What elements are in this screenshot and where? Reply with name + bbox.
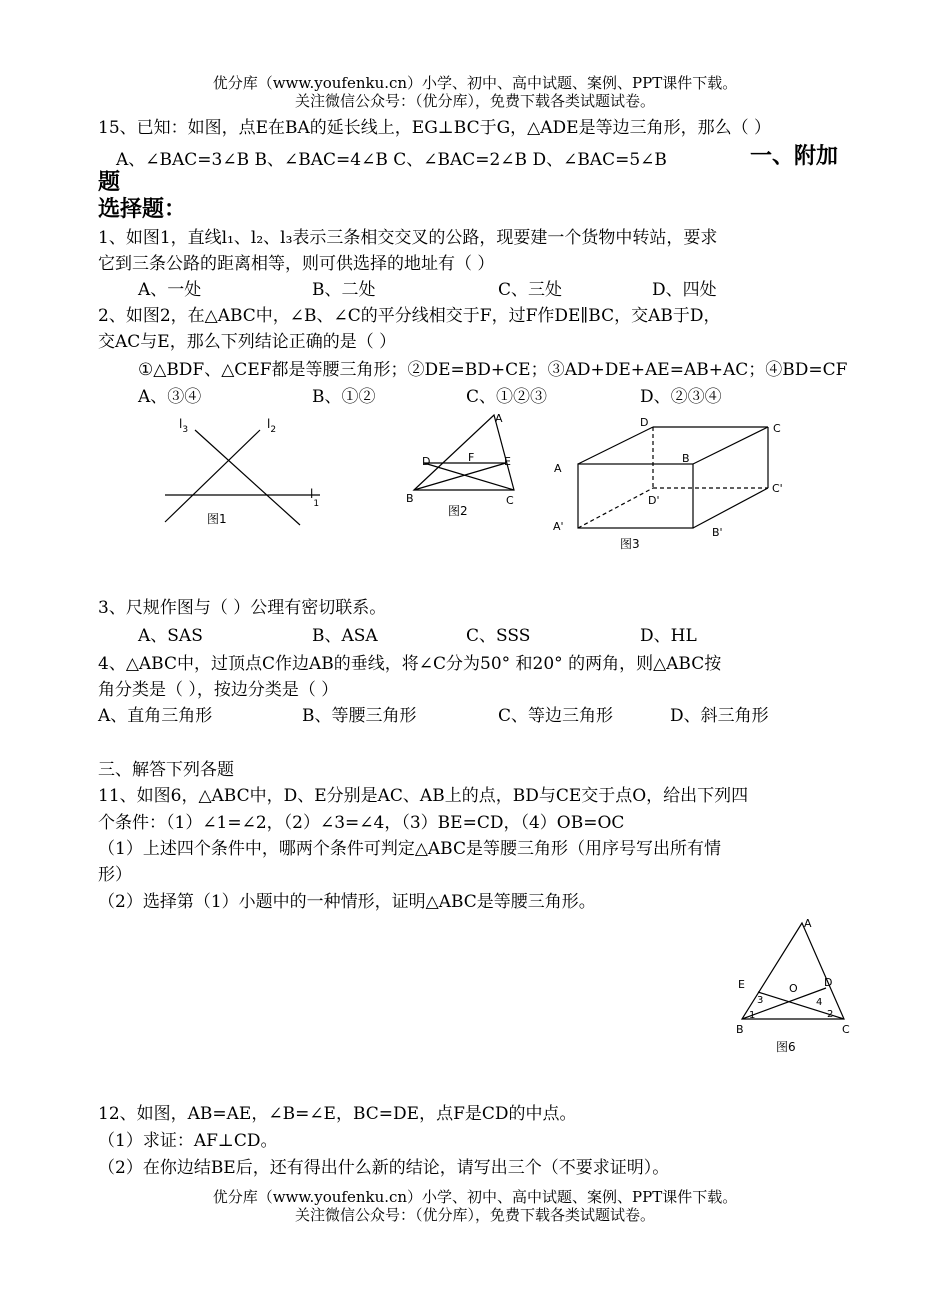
q3-option-b: B、ASA bbox=[312, 626, 378, 646]
q12-line3: （2）在你边结BE后，还有得出什么新的结论，请写出三个（不要求证明）。 bbox=[98, 1158, 670, 1178]
q4-option-d: D、斜三角形 bbox=[670, 706, 769, 726]
figure-2 bbox=[398, 408, 528, 523]
fig2-label-a: A bbox=[495, 412, 503, 425]
fig3-label-b-prime: B' bbox=[712, 526, 723, 539]
fig3-label-a: A bbox=[554, 462, 562, 475]
fig2-label-c: C bbox=[506, 494, 514, 507]
section-heading-cont: 题 bbox=[98, 169, 121, 195]
q1-option-c: C、三处 bbox=[498, 280, 563, 300]
fig2-label-d: D bbox=[422, 455, 431, 468]
q1-option-d: D、四处 bbox=[652, 280, 717, 300]
q1-line1: 1、如图1，直线l₁、l₂、l₃表示三条相交交叉的公路，现要建一个货物中转站，要求 bbox=[98, 228, 718, 248]
q3-line1: 3、尺规作图与（ ）公理有密切联系。 bbox=[98, 598, 387, 618]
q4-option-a: A、直角三角形 bbox=[98, 706, 213, 726]
fig6-angle-2: 2 bbox=[827, 1009, 834, 1020]
fig3-label-a-prime: A' bbox=[553, 520, 564, 533]
q3-option-c: C、SSS bbox=[466, 626, 531, 646]
q4-option-b: B、等腰三角形 bbox=[302, 706, 417, 726]
fig6-angle-1: 1 bbox=[749, 1010, 756, 1021]
q11-line2: 个条件：（1）∠1=∠2，（2）∠3=∠4，（3）BE=CD，（4）OB=OC bbox=[98, 813, 625, 833]
figure-6-caption: 图6 bbox=[776, 1040, 796, 1054]
fig2-label-b: B bbox=[406, 492, 414, 505]
fig3-label-b: B bbox=[682, 452, 690, 465]
q1-line2: 它到三条公路的距离相等，则可供选择的地址有（ ） bbox=[98, 254, 495, 274]
q2-option-b: B、①② bbox=[312, 387, 376, 407]
page-footer-line1: 优分库（www.youfenku.cn）小学、初中、高中试题、案例、PPT课件下载。 bbox=[212, 1188, 738, 1206]
q1-option-a: A、一处 bbox=[138, 280, 202, 300]
q2-line3: ①△BDF、△CEF都是等腰三角形；②DE=BD+CE；③AD+DE+AE=AB+AC；④BD=CF bbox=[138, 360, 848, 380]
fig6-label-b: B bbox=[736, 1023, 744, 1036]
fig6-label-a: A bbox=[804, 917, 812, 930]
page-footer-line2: 关注微信公众号：（优分库），免费下载各类试题试卷。 bbox=[294, 1206, 655, 1224]
q15-options: A、∠BAC=3∠B B、∠BAC=4∠B C、∠BAC=2∠B D、∠BAC=5∠B bbox=[116, 150, 667, 170]
q3-option-d: D、HL bbox=[640, 626, 697, 646]
page-header-line1: 优分库（www.youfenku.cn）小学、初中、高中试题、案例、PPT课件下载。 bbox=[212, 74, 738, 92]
q3-option-a: A、SAS bbox=[138, 626, 203, 646]
figure-6 bbox=[730, 915, 860, 1060]
label-l1: $l_1$ bbox=[310, 487, 320, 509]
fig6-label-d: D bbox=[824, 976, 833, 989]
fig3-label-d: D bbox=[640, 416, 649, 429]
q2-option-d: D、②③④ bbox=[640, 387, 722, 407]
fig3-label-d-prime: D' bbox=[648, 494, 660, 507]
q11-line1: 11、如图6，△ABC中，D、E分别是AC、AB上的点，BD与CE交于点O，给出下列四 bbox=[98, 786, 749, 806]
q2-option-a: A、③④ bbox=[138, 387, 202, 407]
fig6-angle-4: 4 bbox=[816, 997, 823, 1008]
fig6-angle-3: 3 bbox=[757, 995, 764, 1006]
q2-line2: 交AC与E，那么下列结论正确的是（ ） bbox=[98, 332, 397, 352]
fig6-label-c: C bbox=[842, 1023, 850, 1036]
fig2-label-e: E bbox=[504, 455, 511, 468]
section-3-title: 三、解答下列各题 bbox=[98, 760, 234, 780]
fig3-label-c-prime: C' bbox=[772, 482, 783, 495]
q12-line1: 12、如图，AB=AE，∠B=∠E，BC=DE，点F是CD的中点。 bbox=[98, 1104, 577, 1124]
q4-line2: 角分类是（ ），按边分类是（ ） bbox=[98, 680, 339, 700]
q15-stem: 15、已知：如图，点E在BA的延长线上，EG⊥BC于G，△ADE是等边三角形，那么（ ） bbox=[98, 118, 771, 138]
q2-option-c: C、①②③ bbox=[466, 387, 548, 407]
figure-1 bbox=[155, 410, 345, 540]
q11-line3: （1）上述四个条件中，哪两个条件可判定△ABC是等腰三角形（用序号写出所有情 bbox=[98, 839, 721, 859]
figure-3-caption: 图3 bbox=[620, 537, 640, 551]
figure-1-caption: 图1 bbox=[207, 512, 227, 526]
label-l2: $l_2$ bbox=[267, 417, 277, 435]
q2-line1: 2、如图2，在△ABC中，∠B、∠C的平分线相交于F，过F作DE∥BC，交AB于D， bbox=[98, 306, 721, 326]
q12-line2: （1）求证：AF⊥CD。 bbox=[98, 1131, 278, 1151]
q4-line1: 4、△ABC中，过顶点C作边AB的垂线，将∠C分为50° 和20° 的两角，则△ABC按 bbox=[98, 654, 722, 674]
section-heading: 一、附加 bbox=[750, 143, 839, 169]
fig3-label-c: C bbox=[773, 422, 781, 435]
fig6-label-o: O bbox=[789, 982, 798, 995]
figure-3 bbox=[548, 412, 798, 557]
label-l3: $l_3$ bbox=[179, 417, 189, 435]
page-header-line2: 关注微信公众号：（优分库），免费下载各类试题试卷。 bbox=[294, 92, 655, 110]
q4-option-c: C、等边三角形 bbox=[498, 706, 614, 726]
fig2-label-f: F bbox=[468, 451, 475, 464]
fig6-label-e: E bbox=[738, 978, 745, 991]
q11-line5: （2）选择第（1）小题中的一种情形，证明△ABC是等腰三角形。 bbox=[98, 892, 596, 912]
q11-line4: 形） bbox=[98, 865, 132, 885]
section-subheading: 选择题： bbox=[98, 196, 187, 222]
q1-option-b: B、二处 bbox=[312, 280, 376, 300]
figure-2-caption: 图2 bbox=[448, 504, 468, 518]
